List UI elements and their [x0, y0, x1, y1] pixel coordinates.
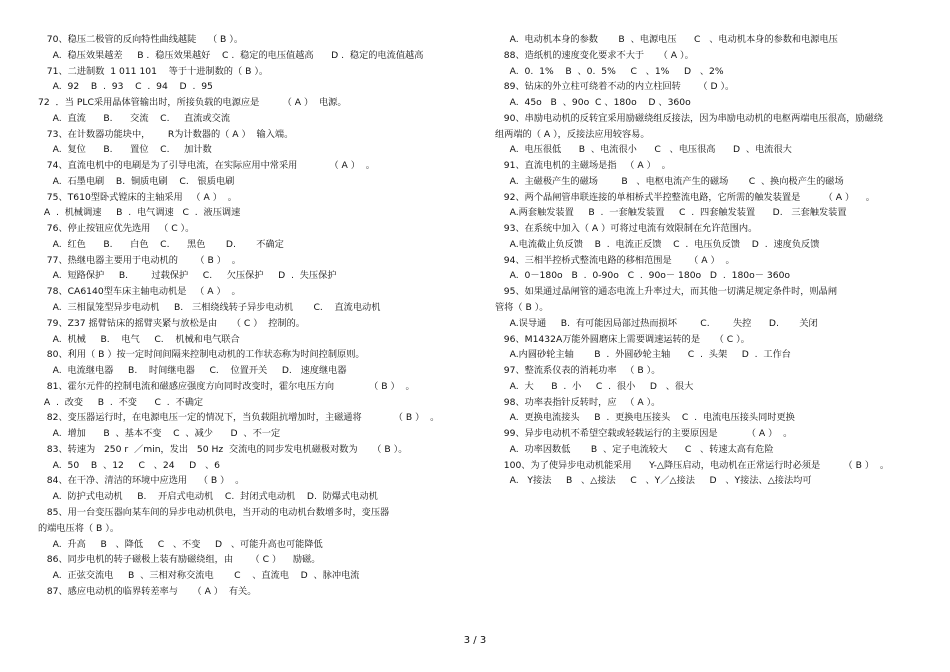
- text-line: A. 直流 B. 交流 C. 直流或交流: [38, 112, 231, 124]
- text-line: 92、两个晶闸管串联连接的单相桥式半控整流电路，它所需的触发装置是 （ A ） 。: [495, 191, 875, 203]
- text-line: 99、异步电动机不希望空载或轻载运行的主要原因是 （ A ） 。: [495, 428, 793, 440]
- text-line: 81、霍尔元件的控制电流和磁感应强度方向同时改变时，霍尔电压方向 （ B ） 。: [38, 380, 415, 392]
- text-line: A. 防护式电动机 B. 开启式电动机 C. 封闭式电动机 D. 防爆式电动机: [38, 491, 378, 503]
- text-line: 83、转速为 250 r ／min，发出 50 Hz 交流电的同步发电机磁极对数为 （ B ）。: [38, 443, 408, 455]
- text-line: A. 增加 B 、基本不变 C 、减少 D 、不一定: [38, 428, 281, 440]
- text-line: A. 红色 B. 白色 C. 黑色 D. 不确定: [38, 238, 284, 250]
- text-line: A. 电动机本身的参数 B 、电源电压 C 、电动机本身的参数和电源电压: [495, 34, 838, 45]
- text-line: A. 45o B 、90o C 、180o D 、360o: [495, 97, 691, 109]
- text-line: 的端电压将（ B ）。: [38, 522, 120, 534]
- text-line: 80、利用（ B ）按一定时间间隔来控制电动机的工作状态称为时间控制原则。: [38, 349, 365, 361]
- text-line: 96、M1432A万能外圆磨床上需要调速运转的是 （ C ）。: [495, 333, 750, 345]
- text-line: 95、如果通过晶闸管的通态电流上升率过大，而其他一切满足规定条件时，则晶闸: [495, 286, 838, 298]
- text-line: A. 更换电流接头 B . 更换电压接头 C . 电流电压接头同时更换: [495, 412, 795, 424]
- text-line: 管将（ B ）。: [495, 302, 549, 314]
- text-line: 88、造纸机的速度变化要求不大于 （ A ）。: [495, 49, 694, 61]
- text-line: 75、T610型卧式镗床的主轴采用 （ A ） 。: [38, 191, 237, 203]
- text-line: 85、用一台变压器向某车间的异步电动机供电，当开动的电动机台数增多时，变压器: [38, 506, 390, 518]
- text-line: 72 ．当 PLC采用晶体管输出时，所接负载的电源应是 （ A ） 电源。: [38, 97, 347, 109]
- text-line: 组两端的（ A ），反接法应用较容易。: [495, 128, 650, 140]
- text-line: A. 0. 1% B 、0. 5% C 、1% D 、2%: [495, 65, 724, 77]
- text-line: 84、在干净、清洁的环境中应选用 （ B ） 。: [38, 475, 245, 487]
- text-line: A. 92 B . 93 C . 94 D . 95: [38, 81, 213, 93]
- left-question-column: [38, 32, 458, 600]
- text-line: A.两套触发装置 B . 一套触发装置 C . 四套触发装置 D. 三套触发装置: [495, 207, 847, 219]
- text-line: 77、热继电器主要用于电动机的 （ B ） 。: [38, 254, 241, 266]
- right-question-column: [495, 32, 915, 489]
- text-line: 87、感应电动机的临界转差率与 （ A ） 有关。: [38, 585, 257, 597]
- text-line: A. 机械 B. 电气 C. 机械和电气联合: [38, 333, 240, 345]
- text-line: A.误导通 B. 有可能因局部过热而损坏 C. 失控 D. 关闭: [495, 317, 818, 329]
- text-line: A. 三相鼠笼型异步电动机 B. 三相绕线转子异步电动机 C. 直流电动机: [38, 302, 381, 314]
- text-line: 71、二进制数 1 011 101 等于十进制数的（ B ）。: [38, 65, 269, 77]
- text-line: 86、同步电机的转子磁极上装有励磁绕组，由 （ C ） 励磁。: [38, 554, 321, 566]
- text-line: A. 复位 B. 置位 C. 加计数: [38, 144, 212, 156]
- text-line: A . 机械调速 B . 电气调速 C . 液压调速: [38, 207, 241, 219]
- text-line: 76、停止按钮应优先选用 （ C ）。: [38, 223, 195, 235]
- text-line: 74、直流电机中的电刷是为了引导电流，在实际应用中常采用 （ A ） 。: [38, 160, 375, 172]
- text-line: A. 石墨电刷 B. 铜质电刷 C. 银质电刷: [38, 175, 235, 187]
- text-line: A. 电压很低 B 、电流很小 C 、电压很高 D 、电流很大: [495, 144, 792, 156]
- text-line: 70、稳压二极管的反向特性曲线越陡 （ B ）。: [38, 34, 244, 45]
- text-line: 82、变压器运行时，在电源电压一定的情况下，当负载阻抗增加时，主磁通将 （ B ） 。: [38, 412, 440, 424]
- text-line: A. 正弦交流电 B 、三相对称交流电 C 、直流电 D 、脉冲电流: [38, 570, 360, 582]
- text-line: A. 功率因数低 B 、定子电流较大 C 、转速太高有危险: [495, 443, 774, 455]
- text-line: A. Y接法 B 、△接法 C 、Y／△接法 D 、Y接法、△接法均可: [495, 475, 812, 487]
- text-line: A. 0－180o B . 0-90o C . 90o－ 180o D . 180o－ 360o: [495, 270, 791, 282]
- text-line: A. 电流继电器 B. 时间继电器 C. 位置开关 D. 速度继电器: [38, 365, 347, 377]
- text-line: 94、三相半控桥式整流电路的移相范围是 （ A ） 。: [495, 254, 735, 266]
- text-line: 89、钻床的外立柱可绕着不动的内立柱回转 （ D ）。: [495, 81, 735, 93]
- text-line: 90、串励电动机的反转宜采用励磁绕组反接法，因为串励电动机的电枢两端电压很高，励磁绕: [495, 112, 883, 124]
- text-line: 79、Z37 摇臂钻床的摇臂夹紧与放松是由 （ C ） 控制的。: [38, 317, 305, 329]
- text-line: A. 短路保护 B. 过载保护 C. 欠压保护 D . 失压保护: [38, 270, 337, 282]
- text-line: 78、CA6140型车床主轴电动机是 （ A ） 。: [38, 286, 241, 298]
- text-line: A.电流截止负反馈 B . 电流正反馈 C . 电压负反馈 D . 速度负反馈: [495, 238, 820, 250]
- text-line: A . 改变 B . 不变 C . 不确定: [38, 396, 204, 408]
- text-line: 97、整流系仪表的消耗功率 （ B ）。: [495, 365, 661, 377]
- text-line: A. 升高 B 、降低 C 、不变 D 、可能升高也可能降低: [38, 538, 323, 550]
- text-line: 98、功率表指针反转时，应 （ A ）。: [495, 396, 661, 408]
- text-line: A. 大 B . 小 C . 很小 D 、很大: [495, 380, 694, 392]
- text-line: 100、为了使异步电动机能采用 Y-△降压启动，电动机在正常运行时必须是 （ B ） 。: [495, 459, 890, 471]
- text-line: A. 稳压效果越差 B . 稳压效果越好 C . 稳定的电压值越高 D . 稳定的电流值越高: [38, 49, 424, 61]
- text-line: 73、在计数器功能块中， R为计数器的（ A ） 输入端。: [38, 128, 294, 140]
- text-line: 93、在系统中加入（ A ）可将过电流有效限制在允许范围内。: [495, 223, 758, 235]
- text-line: A. 主磁极产生的磁场 B 、电枢电流产生的磁场 C 、换向极产生的磁场: [495, 175, 844, 187]
- text-line: 91、直流电机的主磁场是指 （ A ） 。: [495, 160, 671, 172]
- text-line: A. 50 B 、12 C 、24 D 、6: [38, 459, 221, 471]
- page-number: 3 / 3: [463, 635, 487, 646]
- text-line: A.内圆砂轮主轴 B . 外圆砂轮主轴 C . 头架 D . 工作台: [495, 349, 791, 361]
